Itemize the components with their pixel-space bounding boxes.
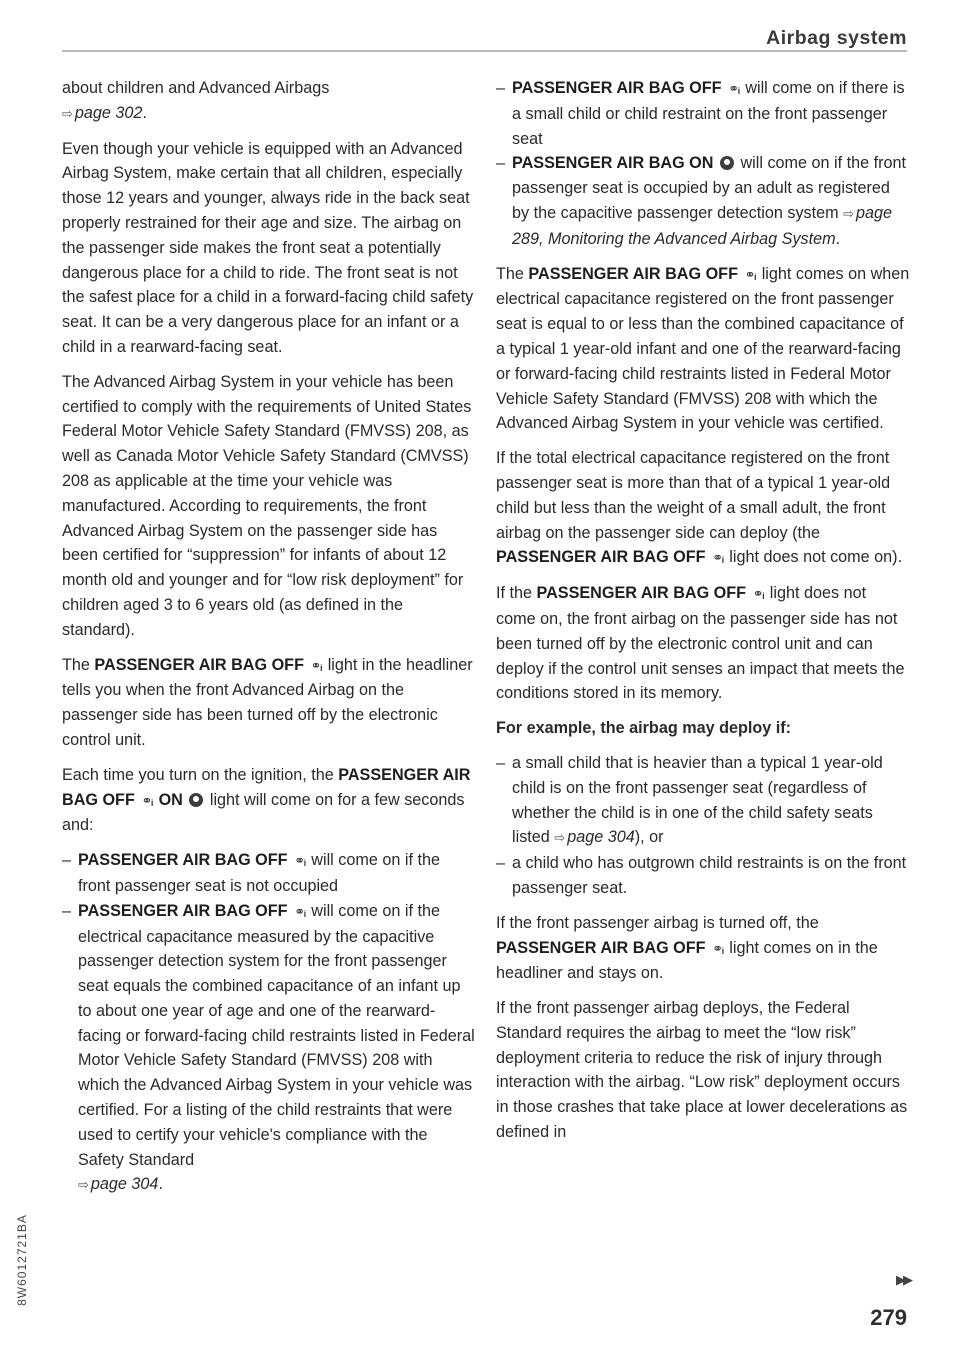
paragraph: Even though your vehicle is equipped with an Advanced Airbag System, make certain that all children, especially those 12 years and younger, always ride in the back seat properly restrained for their age and size. The airbag on the passenger side makes the front seat a potentially dangerous place for a child to ride. The front seat is not the safest place for a child in a forward-facing child safety seat. It can be a very dangerous place for an infant or a child in a rearward-facing seat. — [62, 139, 474, 356]
paragraph: If the front passenger airbag is turned off, the PASSENGER AIR BAG OFF ⚭ᵢ light comes on in the headliner and stays on. — [496, 913, 878, 983]
cross-reference-arrow-icon: ⇨ — [554, 830, 566, 846]
paragraph: The PASSENGER AIR BAG OFF ⚭ᵢ light in the headliner tells you when the front Advanced Airbag on the passenger side has been turned off by the electronic control unit. — [62, 655, 473, 749]
paragraph: Each time you turn on the ignition, the PASSENGER AIR BAG OFF ⚭ᵢ ON light will come on for a few seconds and: — [62, 765, 471, 835]
paragraph: The PASSENGER AIR BAG OFF ⚭ᵢ light comes on when electrical capacitance registered on the front passenger seat is equal to or less than the combined capacitance of a typical 1 year-old infant and one of the rearward-facing or forward-facing child restraints listed in Federal Motor Vehicle Safety Standard (FMVSS) 208 with which the Advanced Airbag System in your vehicle was certified. — [496, 264, 910, 433]
cross-reference-arrow-icon: ⇨ — [843, 205, 855, 221]
passenger-airbag-off-icon: ⚭ᵢ — [752, 586, 764, 602]
section-title: Airbag system — [766, 27, 907, 49]
document-code: 8W6012721BA — [15, 1214, 29, 1306]
page-reference-link[interactable]: ⇨ page 304 — [554, 828, 635, 847]
paragraph: If the total electrical capacitance registered on the front passenger seat is more than that of a typical 1 year-old child but less than the weight of a small adult, the front airbag on the passenger side can deploy (the PASSENGER AIR BAG OFF ⚭ᵢ light does not come on). — [496, 446, 910, 571]
passenger-airbag-off-icon: ⚭ᵢ — [712, 550, 723, 566]
passenger-airbag-off-icon: ⚭ᵢ — [141, 792, 153, 808]
passenger-airbag-off-icon: ⚭ᵢ — [728, 81, 739, 96]
paragraph: If the PASSENGER AIR BAG OFF ⚭ᵢ light does not come on, the front airbag on the passenger side has not been turned off by the electronic control unit and can deploy if the control unit senses an impact that meets the conditions stored in its memory. — [496, 584, 905, 703]
passenger-airbag-off-icon: ⚭ᵢ — [744, 266, 756, 282]
list-item: – a small child that is heavier than a typical 1 year-old child is on the front passenger seat (regardless of whether the child is in one of the child safety seats listed ⇨ page 304), or — [496, 751, 910, 851]
page-number: 279 — [870, 1305, 907, 1330]
passenger-airbag-on-icon — [720, 156, 734, 170]
paragraph: The Advanced Airbag System in your vehicle has been certified to comply with the requirements of United States Federal Motor Vehicle Safety Standard (FMVSS) 208, as well as Canada Motor Vehicle Safety Standard (CMVSS) 208 as applicable at the time your vehicle was manufactured. According to requirements, the front Advanced Airbag System on the passenger side has been certified for “suppression” for infants of about 12 month old and younger and for “low risk deployment” for children aged 3 to 6 years old (as defined in the standard). — [62, 372, 472, 639]
list — [496, 751, 910, 901]
page-reference-link[interactable]: ⇨ page 302 — [62, 103, 143, 122]
passenger-airbag-off-icon: ⚭ᵢ — [294, 853, 305, 869]
list-item: – a child who has outgrown child restraints is on the front passenger seat. — [496, 851, 910, 901]
passenger-airbag-on-icon — [189, 793, 203, 807]
left-column — [62, 76, 476, 1208]
list — [496, 76, 910, 252]
list-item: – PASSENGER AIR BAG OFF ⚭ᵢ will come on if the electrical capacitance measured by the capacitive passenger detection system for the front passenger seat equals the combined capacitance of an infant up to about one year of age and one of the rearward-facing or forward-facing child restraints listed in Federal Motor Vehicle Safety Standard (FMVSS) 208 with which the Advanced Airbag System in your vehicle was certified. For a listing of the child restraints that were used to certify your vehicle's compliance with the Safety Standard ⇨ page 304. — [62, 899, 476, 1199]
passenger-airbag-off-icon: ⚭ᵢ — [712, 940, 723, 956]
subheading: For example, the airbag may deploy if: — [496, 719, 792, 738]
cross-reference-arrow-icon: ⇨ — [62, 105, 73, 121]
continue-arrow-icon: ▶▶ — [896, 1272, 910, 1287]
header-rule — [62, 50, 907, 52]
list-item: – PASSENGER AIR BAG OFF ⚭ᵢ will come on if there is a small child or child restraint on the front passenger seat — [496, 76, 910, 151]
cross-reference-arrow-icon: ⇨ — [78, 1177, 89, 1193]
list-item: – PASSENGER AIR BAG ON will come on if the front passenger seat is occupied by an adult as registered by the capacitive passenger detection system ⇨ page 289, Monitoring the Advanced Airbag System. — [496, 151, 910, 251]
list — [62, 848, 476, 1198]
right-column — [496, 76, 910, 1155]
list-item: – PASSENGER AIR BAG OFF ⚭ᵢ will come on if the front passenger seat is not occupied — [62, 848, 476, 899]
page-reference-link[interactable]: ⇨ page 289, Monitoring the Advanced Airbag System — [512, 203, 893, 248]
passenger-airbag-off-icon: ⚭ᵢ — [294, 903, 305, 919]
paragraph: about children and Advanced Airbags ⇨ page 302. — [62, 79, 330, 122]
passenger-airbag-off-icon: ⚭ᵢ — [310, 657, 322, 673]
paragraph: If the front passenger airbag deploys, the Federal Standard requires the airbag to meet the “low risk” deployment criteria to reduce the risk of injury through interaction with the airbag. “Low risk” deployment occurs in those crashes that take place at lower decelerations as defined in — [496, 999, 908, 1142]
page-reference-link[interactable]: ⇨ page 304 — [78, 1175, 159, 1194]
